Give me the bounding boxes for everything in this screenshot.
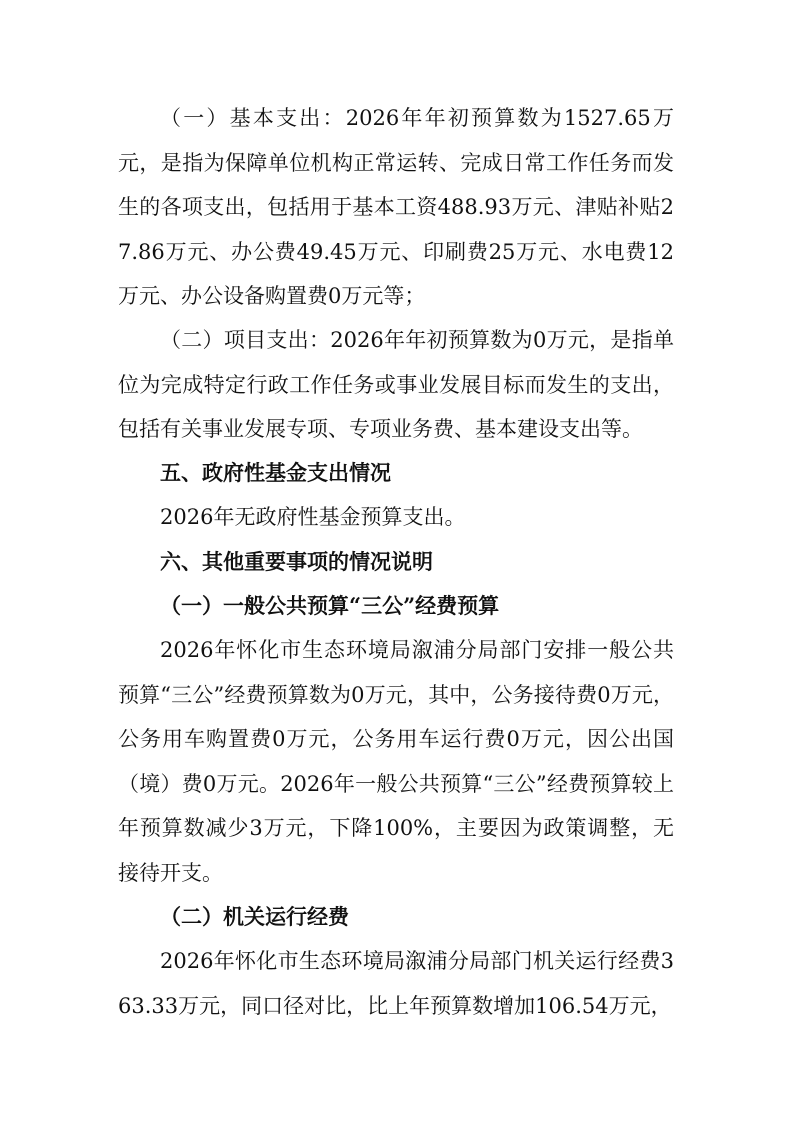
section-heading-government-fund: 五、政府性基金支出情况 [160, 461, 391, 485]
subheading-operating-expenses: （二）机关运行经费 [160, 904, 349, 929]
subheading-three-public-expenses: （一）一般公共预算“三公”经费预算 [160, 593, 500, 618]
paragraph-operating-expenses: 2026年怀化市生态环境局溆浦分局部门机关运行经费363.33万元，同口径对比，比上年预算数增加106.54万元， [118, 949, 674, 1018]
paragraph-government-fund: 2026年无政府性基金预算支出。 [160, 505, 466, 529]
section-heading-other-matters: 六、其他重要事项的情况说明 [160, 550, 433, 574]
paragraph-project-expense: （二）项目支出：2026年年初预算数为0万元，是指单位为完成特定行政工作任务或事业发展目标而发生的支出，包括有关事业发展专项、专项业务费、基本建设支出等。 [118, 328, 674, 441]
paragraph-three-public-expenses: 2026年怀化市生态环境局溆浦分局部门安排一般公共预算“三公”经费预算数为0万元，其中，公务接待费0万元，公务用车购置费0万元，公务用车运行费0万元，因公出国（境）费0万元。2026年一般公共预算“三公”经费预算较上年预算数减少3万元，下降100%，主要因为政策调整，无接待开支。 [118, 638, 674, 885]
paragraph-basic-expense: （一）基本支出：2026年年初预算数为1527.65万元，是指为保障单位机构正常运转、完成日常工作任务而发生的各项支出，包括用于基本工资488.93万元、津贴补贴27.86万元、办公费49.45万元、印刷费25万元、水电费12万元、办公设备购置费0万元等； [118, 106, 674, 308]
